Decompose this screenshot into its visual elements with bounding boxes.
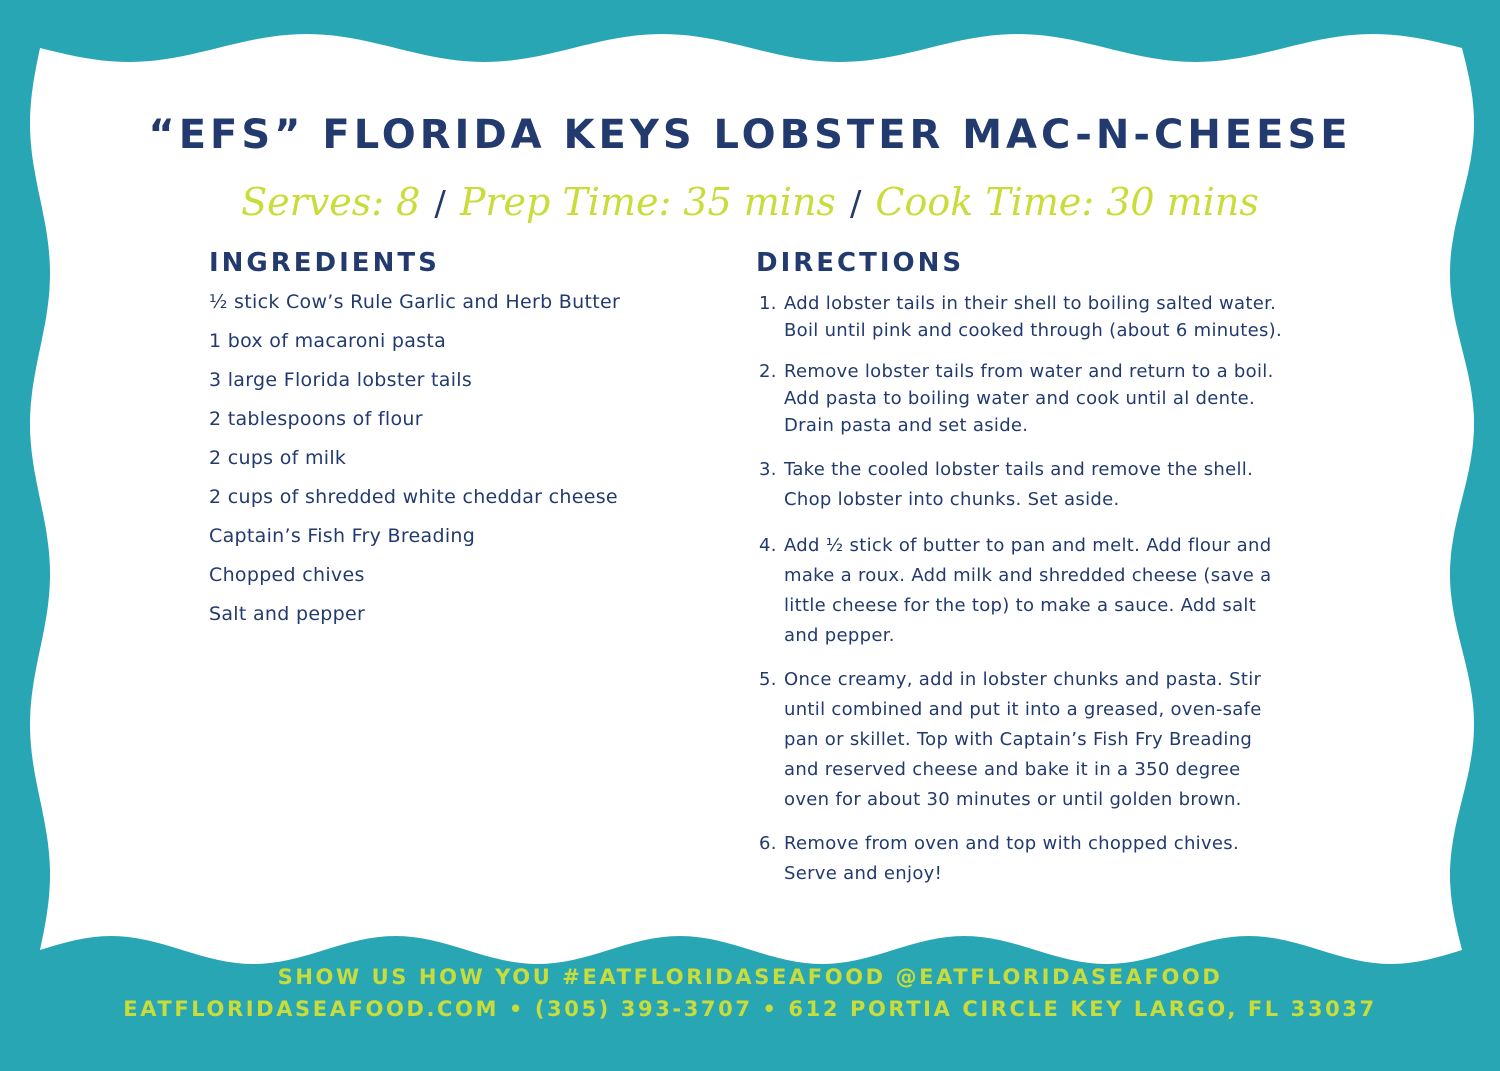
serves-text: Serves: 8: [241, 180, 421, 224]
step-text-line: Chop lobster into chunks. Set aside.: [784, 489, 1120, 510]
ingredients-heading: INGREDIENTS: [209, 248, 440, 278]
direction-step: [759, 455, 1359, 515]
directions-list: [759, 290, 1359, 889]
step-number: 5.: [759, 669, 777, 690]
direction-step: [759, 290, 1359, 344]
direction-step: [759, 358, 1359, 439]
direction-step: [759, 829, 1359, 889]
step-text-line: Once creamy, add in lobster chunks and pasta. Stir: [784, 669, 1262, 690]
cook-time-text: Cook Time: 30 mins: [875, 180, 1259, 224]
step-number: 4.: [759, 535, 777, 556]
step-text-line: and pepper.: [784, 625, 895, 646]
ingredient-item: 2 cups of milk: [209, 447, 347, 469]
directions-heading: DIRECTIONS: [756, 248, 965, 278]
step-text-line: pan or skillet. Top with Captain’s Fish Fry Breading: [784, 729, 1253, 750]
ingredient-item: Chopped chives: [209, 564, 365, 586]
direction-step: [759, 531, 1359, 651]
step-text-line: Take the cooled lobster tails and remove the shell.: [784, 459, 1254, 480]
ingredient-item: ½ stick Cow’s Rule Garlic and Herb Butter: [209, 291, 621, 313]
ingredient-item: Captain’s Fish Fry Breading: [209, 525, 476, 547]
step-text-line: make a roux. Add milk and shredded cheese (save a: [784, 565, 1272, 586]
prep-time-text: Prep Time: 35 mins: [459, 180, 836, 224]
step-text-line: Add ½ stick of butter to pan and melt. Add flour and: [784, 535, 1272, 556]
step-text-line: Boil until pink and cooked through (about 6 minutes).: [784, 320, 1282, 341]
step-text-line: Drain pasta and set aside.: [784, 415, 1029, 436]
step-text-line: little cheese for the top) to make a sauce. Add salt: [784, 595, 1257, 616]
meta-separator: /: [434, 184, 446, 224]
step-text-line: oven for about 30 minutes or until golden brown.: [784, 789, 1242, 810]
step-text-line: and reserved cheese and bake it in a 350 degree: [784, 759, 1241, 780]
ingredient-item: 1 box of macaroni pasta: [209, 330, 447, 352]
footer-social: SHOW US HOW YOU #EATFLORIDASEAFOOD @EATFLORIDASEAFOOD: [277, 965, 1223, 989]
step-number: 1.: [759, 293, 777, 314]
step-text-line: Remove lobster tails from water and return to a boil.: [784, 361, 1274, 382]
ingredient-item: 3 large Florida lobster tails: [209, 369, 473, 391]
step-text-line: Add lobster tails in their shell to boiling salted water.: [784, 293, 1277, 314]
footer-contact: EATFLORIDASEAFOOD.COM • (305) 393-3707 • 612 PORTIA CIRCLE KEY LARGO, FL 33037: [123, 997, 1377, 1021]
ingredients-list: [209, 290, 689, 641]
ingredient-item: Salt and pepper: [209, 603, 366, 625]
recipe-title: “EFS” FLORIDA KEYS LOBSTER MAC-N-CHEESE: [148, 112, 1352, 158]
ingredient-item: 2 cups of shredded white cheddar cheese: [209, 486, 618, 508]
step-text-line: until combined and put it into a greased, oven-safe: [784, 699, 1262, 720]
step-text-line: Add pasta to boiling water and cook until al dente.: [784, 388, 1256, 409]
step-number: 2.: [759, 361, 777, 382]
step-text-line: Serve and enjoy!: [784, 863, 943, 884]
recipe-meta: [0, 180, 1500, 224]
meta-separator: /: [849, 184, 862, 224]
direction-step: [759, 665, 1359, 815]
step-text-line: Remove from oven and top with chopped chives.: [784, 833, 1239, 854]
step-number: 6.: [759, 833, 777, 854]
ingredient-item: 2 tablespoons of flour: [209, 408, 423, 430]
step-number: 3.: [759, 459, 777, 480]
